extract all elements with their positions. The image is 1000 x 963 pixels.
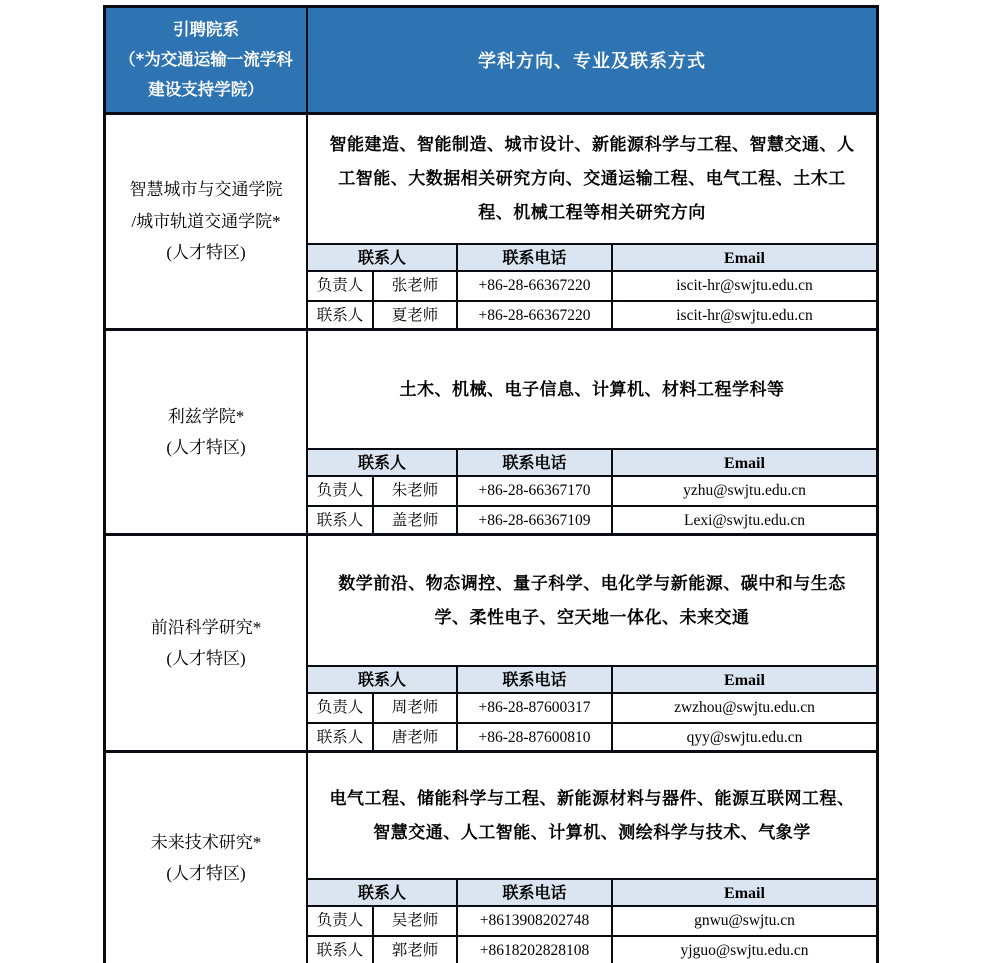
department-zone-label: (人才特区): [166, 438, 246, 457]
contact-table: [308, 878, 876, 963]
disciplines-text: 数学前沿、物态调控、量子科学、电化学与新能源、碳中和与生态学、柔性电子、空天地一体化、未来交通: [338, 573, 846, 628]
contact-role: 联系人: [308, 505, 372, 533]
contact-role: 负责人: [308, 477, 372, 505]
contact-email: iscit-hr@swjtu.edu.cn: [611, 272, 876, 300]
details-cell: [308, 331, 876, 533]
contact-email: zwzhou@swjtu.edu.cn: [611, 694, 876, 722]
contact-role: 联系人: [308, 300, 372, 328]
contact-phone: +86-28-66367109: [456, 505, 611, 533]
contact-table: [308, 665, 876, 750]
col-header-department-line: （*为交通运输一流学科: [119, 50, 293, 70]
contact-table: [308, 448, 876, 533]
contact-email: iscit-hr@swjtu.edu.cn: [611, 300, 876, 328]
department-name-line: 利兹学院*: [167, 406, 245, 426]
department-zone-label: (人才特区): [166, 649, 246, 668]
contact-phone: +86-28-66367220: [456, 272, 611, 300]
col-header-department: [106, 8, 308, 112]
contact-role: 负责人: [308, 907, 372, 935]
department-cell: [106, 331, 308, 533]
contact-header: 联系人: [308, 245, 456, 272]
details-cell: [308, 753, 876, 963]
contact-role: 负责人: [308, 272, 372, 300]
phone-header: 联系电话: [456, 880, 611, 907]
col-header-department-line: 引聘院系: [173, 20, 239, 40]
email-header: Email: [611, 880, 876, 907]
department-name-line: 未来技术研究*: [150, 832, 262, 852]
email-header: Email: [611, 245, 876, 272]
contact-name: 吴老师: [372, 907, 456, 935]
recruitment-table: [103, 5, 879, 963]
department-zone-label: (人才特区): [166, 864, 246, 883]
table-row: [106, 533, 876, 750]
contact-phone: +8613908202748: [456, 907, 611, 935]
contact-header: 联系人: [308, 880, 456, 907]
table-row: [106, 328, 876, 533]
contact-role: 负责人: [308, 694, 372, 722]
contact-phone: +86-28-87600810: [456, 722, 611, 750]
contact-email: gnwu@swjtu.cn: [611, 907, 876, 935]
disciplines-text: 土木、机械、电子信息、计算机、材料工程学科等: [399, 379, 785, 400]
department-name-line: 前沿科学研究*: [150, 617, 262, 637]
contact-name: 郭老师: [372, 935, 456, 963]
table-header-row: [106, 8, 876, 112]
contact-phone: +8618202828108: [456, 935, 611, 963]
contact-role: 联系人: [308, 722, 372, 750]
contact-email: Lexi@swjtu.edu.cn: [611, 505, 876, 533]
contact-phone: +86-28-66367170: [456, 477, 611, 505]
department-cell: [106, 536, 308, 750]
contact-header: 联系人: [308, 667, 456, 694]
contact-phone: +86-28-66367220: [456, 300, 611, 328]
contact-name: 盖老师: [372, 505, 456, 533]
contact-email: qyy@swjtu.edu.cn: [611, 722, 876, 750]
contact-phone: +86-28-87600317: [456, 694, 611, 722]
table-row: [106, 112, 876, 328]
disciplines-text: 智能建造、智能制造、城市设计、新能源科学与工程、智慧交通、人工智能、大数据相关研究方向、交通运输工程、电气工程、土木工程、机械工程等相关研究方向: [329, 135, 855, 223]
table-row: [106, 750, 876, 963]
details-cell: [308, 536, 876, 750]
contact-name: 夏老师: [372, 300, 456, 328]
contact-table: [308, 243, 876, 328]
details-cell: [308, 115, 876, 328]
contact-name: 朱老师: [372, 477, 456, 505]
phone-header: 联系电话: [456, 245, 611, 272]
contact-email: yzhu@swjtu.edu.cn: [611, 477, 876, 505]
col-header-disciplines: 学科方向、专业及联系方式: [478, 51, 706, 72]
contact-role: 联系人: [308, 935, 372, 963]
phone-header: 联系电话: [456, 667, 611, 694]
department-cell: [106, 115, 308, 328]
email-header: Email: [611, 450, 876, 477]
department-zone-label: (人才特区): [166, 243, 246, 263]
contact-header: 联系人: [308, 450, 456, 477]
phone-header: 联系电话: [456, 450, 611, 477]
contact-name: 唐老师: [372, 722, 456, 750]
contact-name: 张老师: [372, 272, 456, 300]
col-header-department-line: 建设支持学院）: [148, 79, 264, 99]
department-name-line: /城市轨道交通学院*: [131, 211, 281, 231]
contact-name: 周老师: [372, 694, 456, 722]
department-cell: [106, 753, 308, 963]
department-name-line: 智慧城市与交通学院: [129, 180, 283, 200]
disciplines-text: 电气工程、储能科学与工程、新能源材料与器件、能源互联网工程、智慧交通、人工智能、计算机、测绘科学与技术、气象学: [329, 788, 855, 843]
contact-email: yjguo@swjtu.edu.cn: [611, 935, 876, 963]
email-header: Email: [611, 667, 876, 694]
